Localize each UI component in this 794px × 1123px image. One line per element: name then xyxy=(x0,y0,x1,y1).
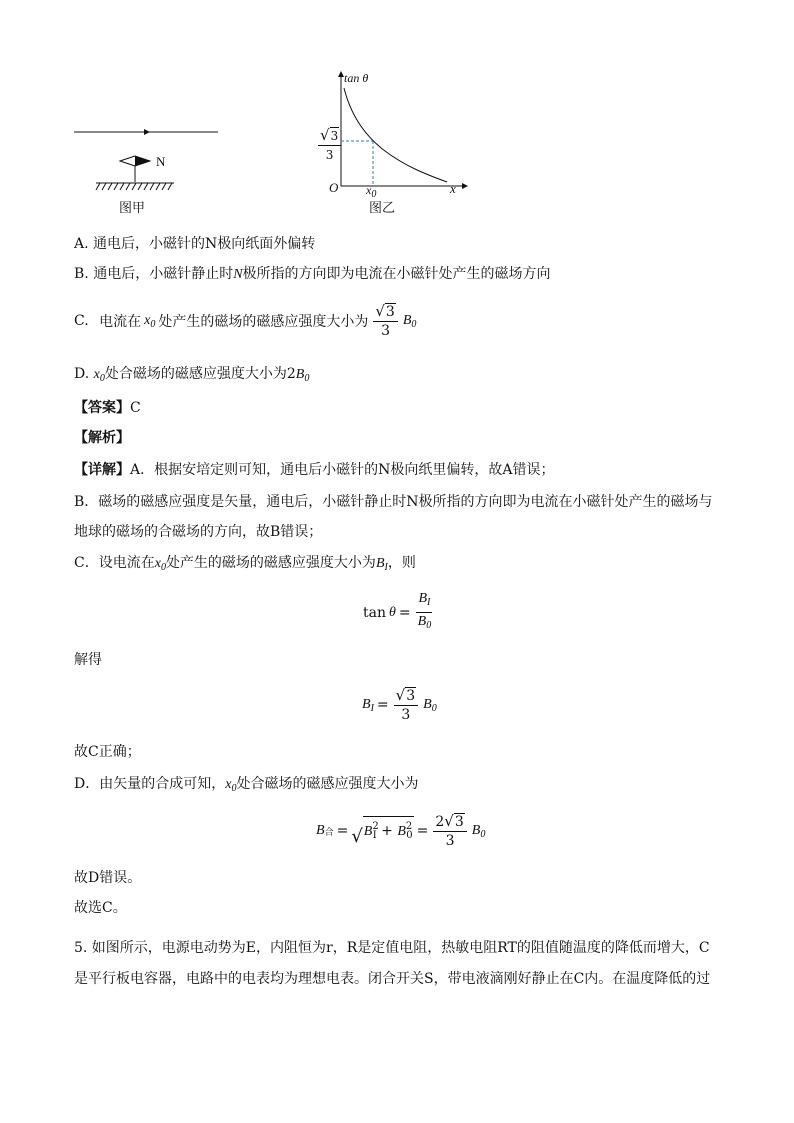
formula-b-he: B 合 = √ $B^2_I + B^2_0$ = 2 √ 3 3 $B_0$ xyxy=(316,812,486,849)
option-c: C. 电流在 $x_0$ 处产生的磁场的磁感应强度大小为 √ 3 3 $B_0$ xyxy=(74,302,417,339)
n-pole-label: N xyxy=(156,154,166,169)
ground-hatch xyxy=(96,183,172,190)
x-axis-label: x xyxy=(450,181,456,196)
current-arrow-icon xyxy=(144,129,150,135)
option-a: A. 通电后，小磁针的N极向纸面外偏转 xyxy=(74,236,316,252)
choose-line: 故选C。 xyxy=(74,900,127,916)
question-5-line-1: 5. 如图所示，电源电动势为E，内阻恒为r，R是定值电阻，热敏电阻RT的阻值随温度的降低而增大，C xyxy=(74,940,710,956)
y-axis-label: tan θ xyxy=(344,71,369,85)
formula-tan: tan θ = $\frac{B_I}{B_0}$ xyxy=(363,591,432,631)
tan-theta-curve xyxy=(344,88,447,182)
origin-label: O xyxy=(329,180,339,195)
detail-line-5: D．由矢量的合成可知，$x_0$处合磁场的磁感应强度大小为 xyxy=(74,776,419,794)
figure-jia-caption: 图甲 xyxy=(119,201,146,216)
analysis-tag: 【解析】 xyxy=(74,430,130,446)
answer-line: 【答案】C xyxy=(74,400,141,416)
detail-line-4: C．设电流在$x_0$处产生的磁场的磁感应强度大小为$B_I$，则 xyxy=(74,555,416,573)
y-value-label: √ 3 3 xyxy=(316,126,343,164)
question-5-line-2: 是平行板电容器，电路中的电表均为理想电表。闭合开关S，带电液滴刚好静止在C内。在温度降低的过 xyxy=(74,971,711,987)
formula-bi: $B_I$ = √ 3 3 $B_0$ xyxy=(362,686,437,723)
jiede-label: 解得 xyxy=(74,652,102,668)
option-d: D. $x_0$处合磁场的磁感应强度大小为$2B_0$ xyxy=(74,366,310,384)
detail-line-1: 【详解】A．根据安培定则可知，通电后小磁针的N极向纸里偏转，故A错误； xyxy=(74,462,555,478)
figure-yi-caption: 图乙 xyxy=(369,201,396,216)
figure-jia xyxy=(70,120,230,220)
option-b: B. 通电后，小磁针静止时N极所指的方向即为电流在小磁针处产生的磁场方向 xyxy=(74,266,551,282)
detail-line-3: 地球的磁场的合磁场的方向，故B错误； xyxy=(74,524,323,540)
d-wrong: 故D错误。 xyxy=(74,870,142,886)
detail-line-2: B．磁场的磁感应强度是矢量，通电后，小磁针静止时N极所指的方向即为电流在小磁针处产生的磁场与 xyxy=(74,494,713,510)
x0-label: $x_0$ xyxy=(366,183,377,200)
c-correct: 故C正确； xyxy=(74,744,141,760)
